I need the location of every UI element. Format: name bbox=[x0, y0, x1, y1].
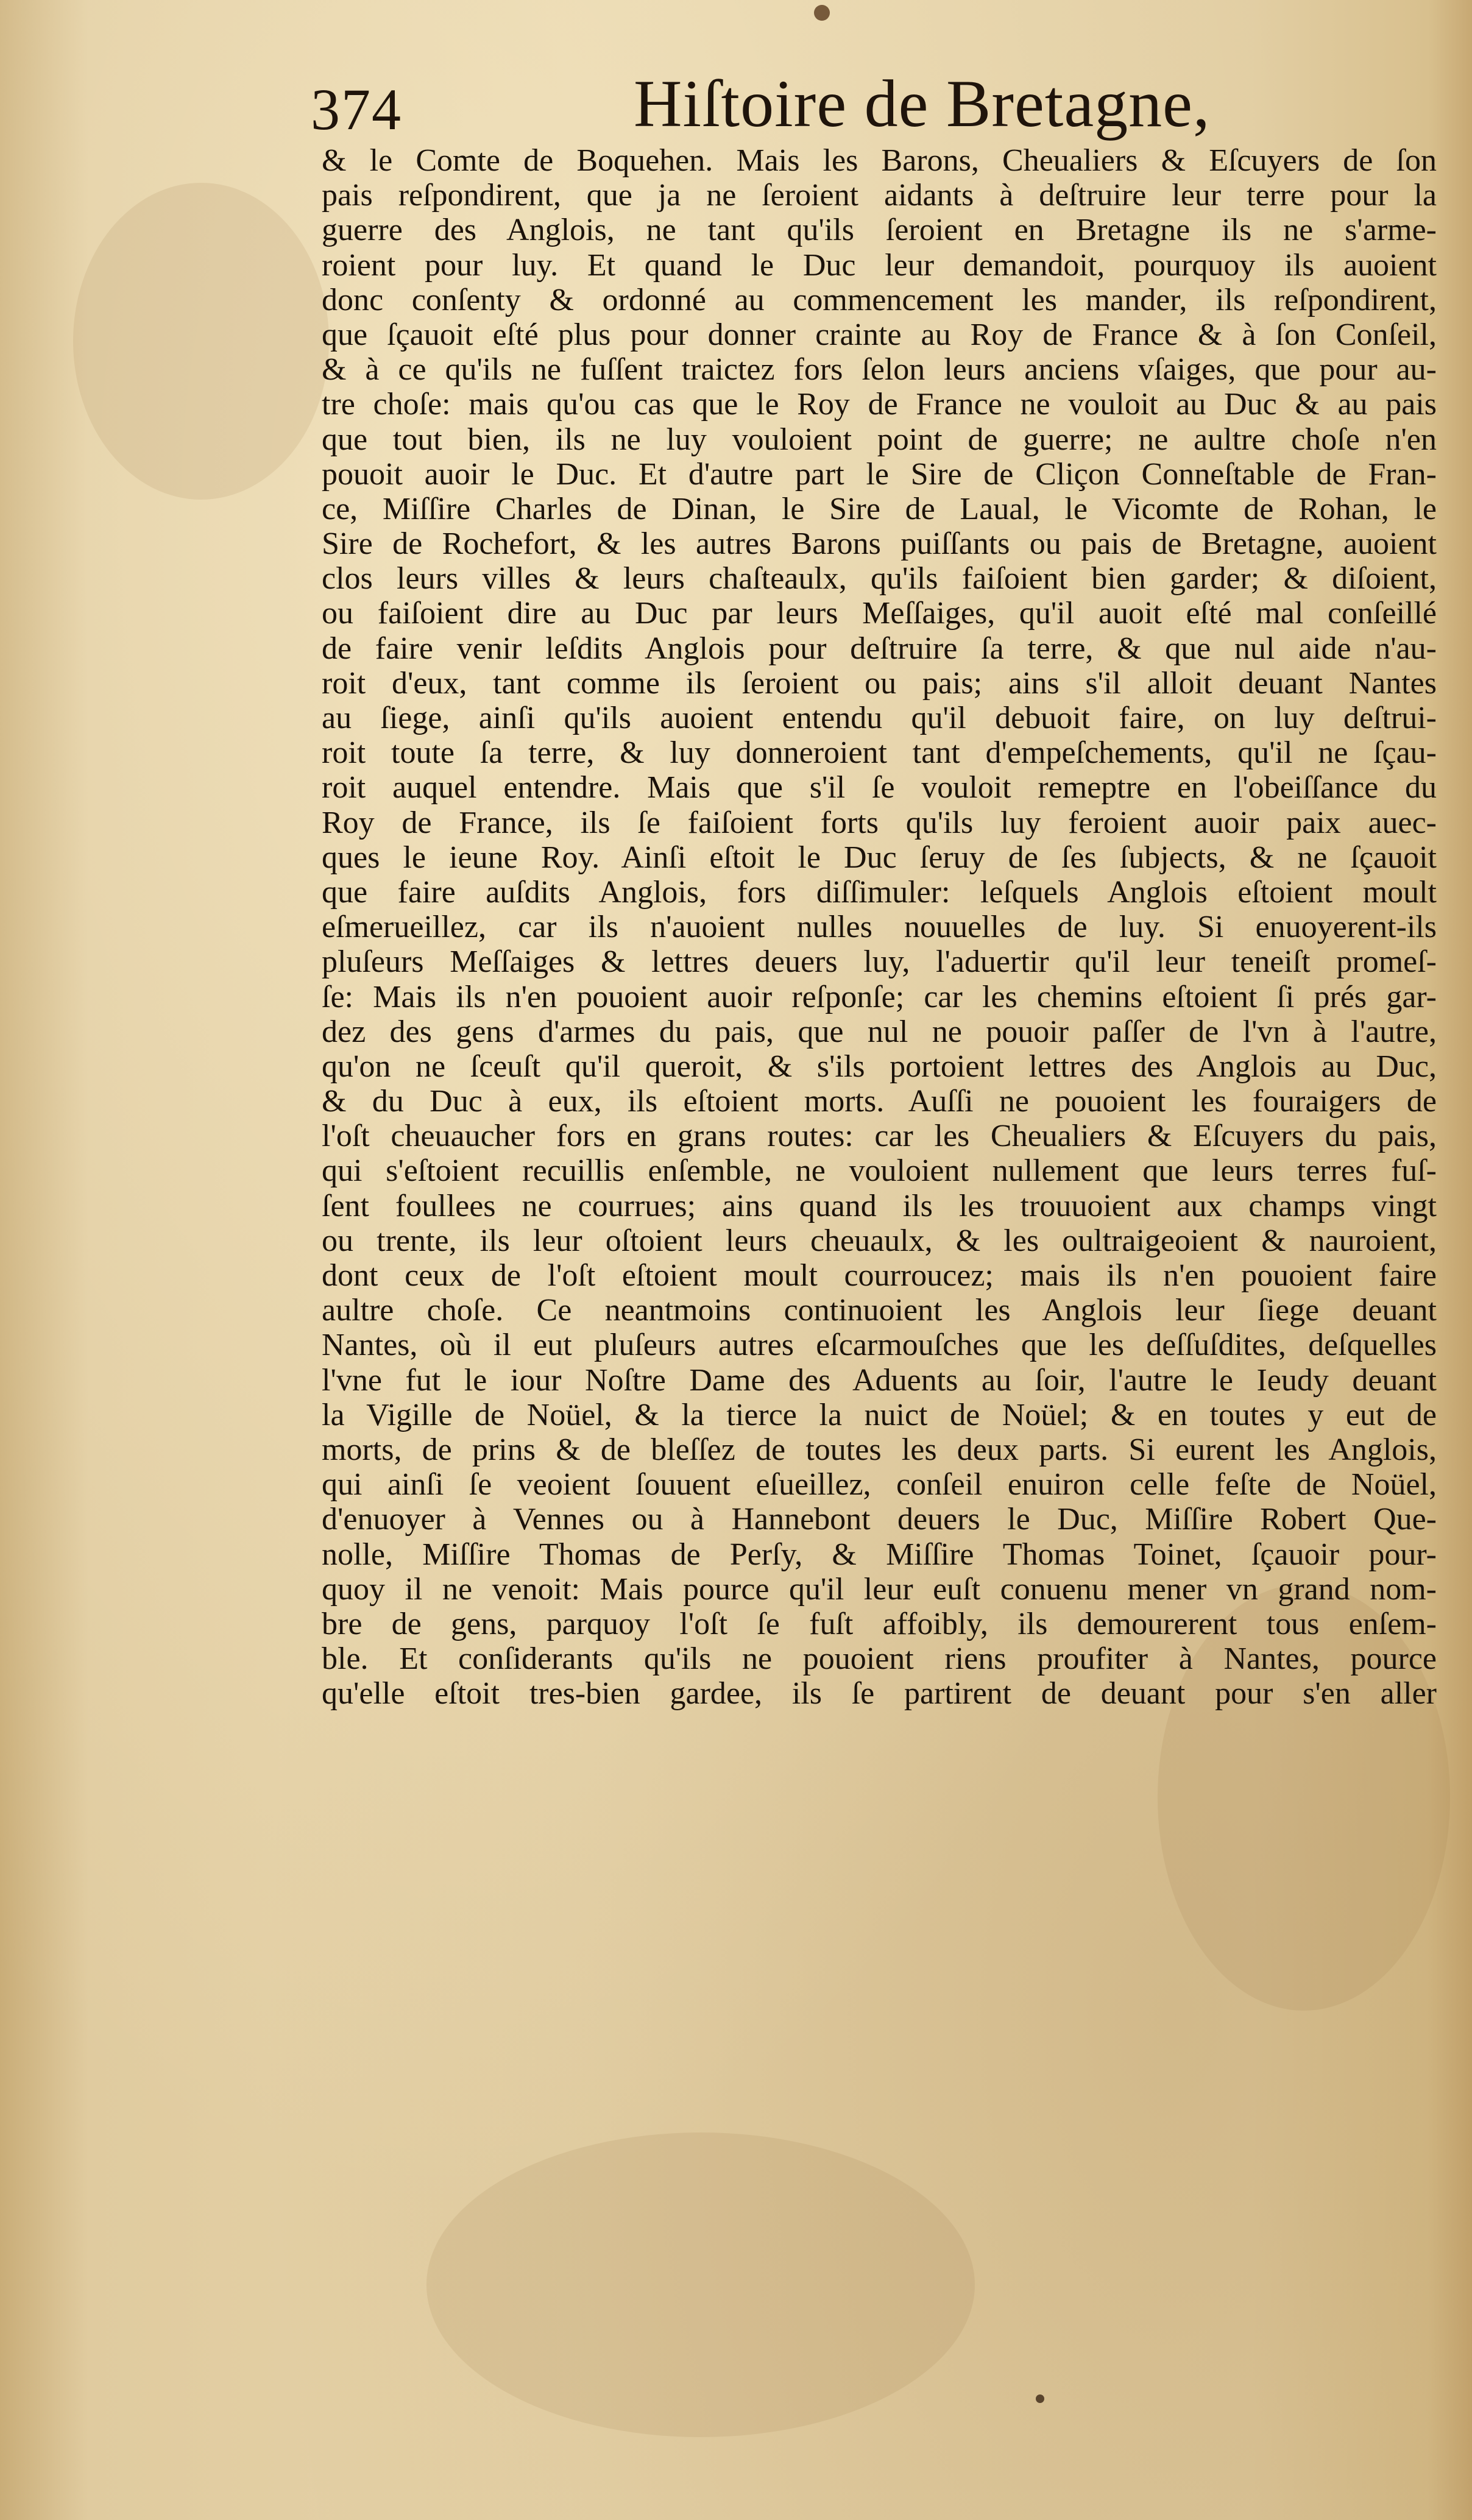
text-line: au ſiege, ainſi qu'ils auoient entendu qu'il debuoit faire, on luy deſtrui- bbox=[322, 701, 1437, 735]
text-line: dont ceux de l'oſt eſtoient moult courroucez; mais ils n'en pouoient faire bbox=[322, 1258, 1437, 1293]
running-head bbox=[311, 67, 1468, 140]
text-line: aultre choſe. Ce neantmoins continuoient les Anglois leur ſiege deuant bbox=[322, 1293, 1437, 1328]
text-line: d'enuoyer à Vennes ou à Hannebont deuers le Duc, Miſſire Robert Que- bbox=[322, 1502, 1437, 1537]
text-line: roit toute ſa terre, & luy donneroient tant d'empeſchements, qu'il ne ſçau- bbox=[322, 735, 1437, 771]
text-line: l'oſt cheuaucher fors en grans routes: car les Cheualiers & Eſcuyers du pais, bbox=[322, 1119, 1437, 1154]
text-line: tre choſe: mais qu'ou cas que le Roy de France ne vouloit au Duc & au pais bbox=[322, 387, 1437, 422]
text-line: qu'on ne ſceuſt qu'il queroit, & s'ils portoient lettres des Anglois au Duc, bbox=[322, 1049, 1437, 1084]
text-line: ques le ieune Roy. Ainſi eſtoit le Duc ſeruy de ſes ſubjects, & ne ſçauoit bbox=[322, 840, 1437, 875]
text-line: Sire de Rochefort, & les autres Barons puiſſants ou pais de Bretagne, auoient bbox=[322, 526, 1437, 562]
text-line: ou trente, ils leur oſtoient leurs cheuaulx, & les oultraigeoient & nauroient, bbox=[322, 1223, 1437, 1258]
text-line: morts, de prins & de bleſſez de toutes les deux parts. Si eurent les Anglois, bbox=[322, 1432, 1437, 1467]
text-line: que faire auſdits Anglois, fors diſſimuler: leſquels Anglois eſtoient moult bbox=[322, 874, 1437, 910]
text-line: la Vigille de Noüel, & la tierce la nuict de Noüel; & en toutes y eut de bbox=[322, 1397, 1437, 1432]
text-line: Roy de France, ils ſe faiſoient forts qu'ils luy feroient auoir paix auec- bbox=[322, 805, 1437, 840]
text-line: qui ainſi ſe veoient ſouuent eſueillez, conſeil enuiron celle feſte de Noüel, bbox=[322, 1467, 1437, 1502]
text-line: bre de gens, parquoy l'oſt ſe fuſt affoibly, ils demourerent tous enſem- bbox=[322, 1606, 1437, 1641]
text-line: & du Duc à eux, ils eſtoient morts. Auſſi ne pouoient les fouraigers de bbox=[322, 1084, 1437, 1119]
text-line: quoy il ne venoit: Mais pource qu'il leur euſt conuenu mener vn grand nom- bbox=[322, 1571, 1437, 1607]
text-line: pouoit auoir le Duc. Et d'autre part le Sire de Cliçon Conneſtable de Fran- bbox=[322, 456, 1437, 492]
text-line: roit auquel entendre. Mais que s'il ſe vouloit remeptre en l'obeiſſance du bbox=[322, 770, 1437, 805]
paper-stain bbox=[426, 2132, 975, 2437]
text-line: pluſeurs Meſſaiges & lettres deuers luy, l'aduertir qu'il leur teneiſt promeſ- bbox=[322, 944, 1437, 980]
text-line: pais reſpondirent, que ja ne ſeroient aidants à deſtruire leur terre pour la bbox=[322, 178, 1437, 213]
text-line: ſent foullees ne courrues; ains quand ils les trouuoient aux champs vingt bbox=[322, 1188, 1437, 1223]
text-line: roit d'eux, tant comme ils ſeroient ou pais; ains s'il alloit deuant Nantes bbox=[322, 665, 1437, 701]
text-line: roient pour luy. Et quand le Duc leur demandoit, pourquoy ils auoient bbox=[322, 247, 1437, 283]
text-line: ce, Miſſire Charles de Dinan, le Sire de Laual, le Vicomte de Rohan, le bbox=[322, 491, 1437, 526]
text-line: & le Comte de Boquehen. Mais les Barons, Cheualiers & Eſcuyers de ſon bbox=[322, 143, 1437, 178]
text-line: que tout bien, ils ne luy vouloient point de guerre; ne aultre choſe n'en bbox=[322, 422, 1437, 457]
page-number: 374 bbox=[311, 77, 402, 142]
text-line: l'vne fut le iour Noſtre Dame des Aduents au ſoir, l'autre le Ieudy deuant bbox=[322, 1362, 1437, 1398]
text-line: qu'elle eſtoit tres-bien gardee, ils ſe partirent de deuant pour s'en aller bbox=[322, 1676, 1437, 1711]
text-line: ble. Et conſiderants qu'ils ne pouoient riens proufiter à Nantes, pource bbox=[322, 1641, 1437, 1677]
text-line: Nantes, où il eut pluſeurs autres eſcarmouſches que les deſſuſdites, deſquelles bbox=[322, 1328, 1437, 1363]
running-title: Hiſtoire de Bretagne, bbox=[634, 66, 1211, 141]
text-line: guerre des Anglois, ne tant qu'ils ſeroient en Bretagne ils ne s'arme- bbox=[322, 213, 1437, 248]
text-line: dez des gens d'armes du pais, que nul ne pouoir paſſer de l'vn à l'autre, bbox=[322, 1014, 1437, 1049]
paper-stain bbox=[73, 183, 329, 500]
text-line: clos leurs villes & leurs chaſteaulx, qu'ils faiſoient bien garder; & diſoient, bbox=[322, 561, 1437, 596]
body-text bbox=[322, 143, 1437, 1711]
text-line: ſe: Mais ils n'en pouoient auoir reſponſe; car les chemins eſtoient ſi prés gar- bbox=[322, 979, 1437, 1014]
ink-blot bbox=[814, 5, 830, 21]
text-line: de faire venir leſdits Anglois pour deſtruire ſa terre, & que nul aide n'au- bbox=[322, 631, 1437, 666]
text-line: & à ce qu'ils ne fuſſent traictez fors ſelon leurs anciens vſaiges, que pour au- bbox=[322, 352, 1437, 388]
text-line: que ſçauoit eſté plus pour donner crainte au Roy de France & à ſon Conſeil, bbox=[322, 317, 1437, 352]
text-line: donc conſenty & ordonné au commencement les mander, ils reſpondirent, bbox=[322, 282, 1437, 317]
text-line: qui s'eſtoient recuillis enſemble, ne vouloient nullement que leurs terres fuſ- bbox=[322, 1153, 1437, 1189]
ink-speck bbox=[1036, 2394, 1044, 2403]
text-line: eſmerueillez, car ils n'auoient nulles nouuelles de luy. Si enuoyerent-ils bbox=[322, 910, 1437, 945]
text-line: ou faiſoient dire au Duc par leurs Meſſaiges, qu'il auoit eſté mal conſeillé bbox=[322, 596, 1437, 631]
text-line: nolle, Miſſire Thomas de Perſy, & Miſſire Thomas Toinet, ſçauoir pour- bbox=[322, 1537, 1437, 1572]
